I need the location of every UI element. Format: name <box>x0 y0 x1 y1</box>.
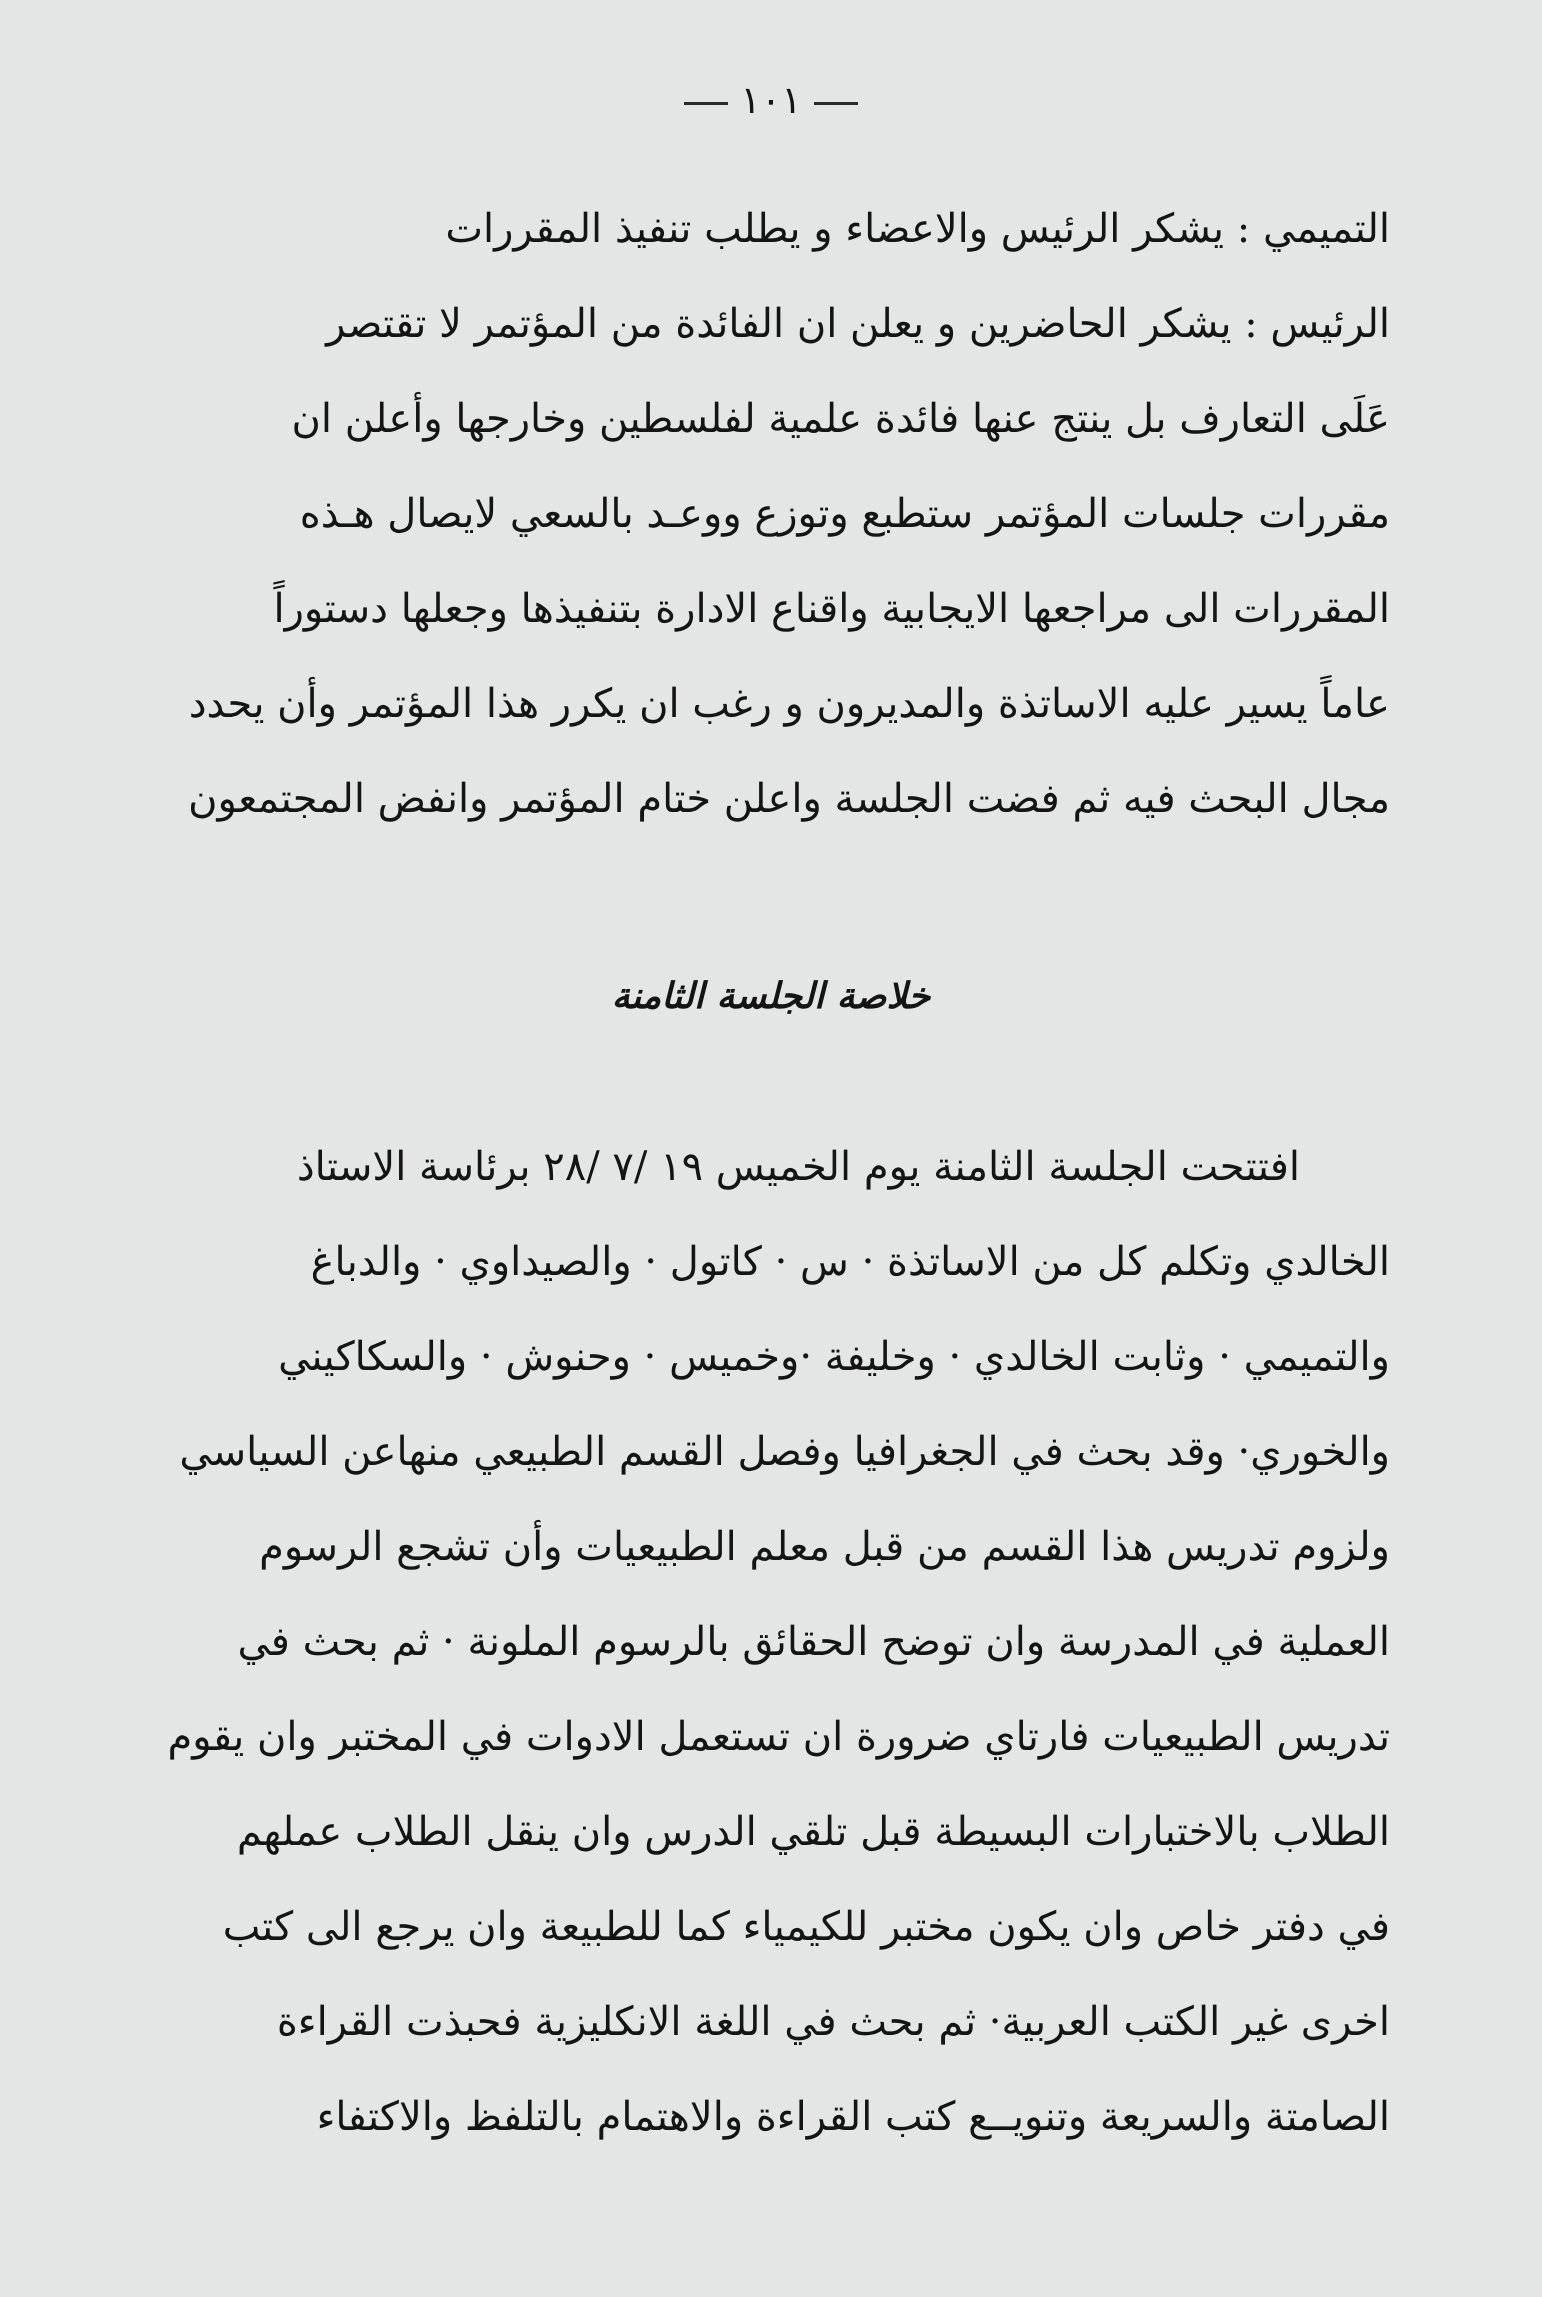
top-text-block <box>140 182 1390 847</box>
text-line: الرئيس : يشكر الحاضرين و يعلن ان الفائدة من المؤتمر لا تقتصر <box>326 301 1390 347</box>
header-rule-right <box>814 102 858 105</box>
text-line: تدريس الطبيعيات فارتاي ضرورة ان تستعمل الادوات في المختبر وان يقوم <box>167 1714 1390 1760</box>
text-line: العملية في المدرسة وان توضح الحقائق بالرسوم الملونة · ثم بحث في <box>237 1619 1390 1665</box>
text-line: مجال البحث فيه ثم فضت الجلسة واعلن ختام المؤتمر وانفض المجتمعون <box>188 776 1390 822</box>
text-line: المقررات الى مراجعها الايجابية واقناع الادارة بتنفيذها وجعلها دستوراً <box>273 586 1390 632</box>
text-line: التميمي : يشكر الرئيس والاعضاء و يطلب تنفيذ المقررات <box>445 206 1390 252</box>
section-heading: خلاصة الجلسة الثامنة <box>611 975 931 1017</box>
text-line: في دفتر خاص وان يكون مختبر للكيمياء كما للطبيعة وان يرجع الى كتب <box>222 1904 1390 1950</box>
text-line: اخرى غير الكتب العربية· ثم بحث في اللغة الانكليزية فحبذت القراءة <box>276 1999 1390 2045</box>
page-number-header <box>0 78 1542 122</box>
bottom-text-block <box>140 1120 1390 2165</box>
text-line: والخوري· وقد بحث في الجغرافيا وفصل القسم الطبيعي منهاعن السياسي <box>179 1429 1390 1475</box>
text-line: ولزوم تدريس هذا القسم من قبل معلم الطبيعيات وأن تشجع الرسوم <box>259 1524 1390 1570</box>
text-line: الخالدي وتكلم كل من الاساتذة · س · كاتول · والصيداوي · والدباغ <box>310 1239 1390 1285</box>
text-line: مقررات جلسات المؤتمر ستطبع وتوزع ووعـد بالسعي لايصال هـذه <box>299 491 1390 537</box>
text-line: افتتحت الجلسة الثامنة يوم الخميس ١٩ /٧ /٢٨ برئاسة الاستاذ <box>296 1144 1300 1190</box>
text-line: الصامتة والسريعة وتنويــع كتب القراءة والاهتمام بالتلفظ والاكتفاء <box>316 2094 1390 2140</box>
text-line: والتميمي · وثابت الخالدي · وخليفة ·وخميس · وحنوش · والسكاكيني <box>278 1334 1390 1380</box>
text-line: عَلَى التعارف بل ينتج عنها فائدة علمية لفلسطين وخارجها وأعلن ان <box>291 396 1390 442</box>
text-line: عاماً يسير عليه الاساتذة والمديرون و رغب ان يكرر هذا المؤتمر وأن يحدد <box>188 681 1390 727</box>
page-number: ١٠١ <box>740 78 802 122</box>
header-rule-left <box>684 102 728 105</box>
text-line: الطلاب بالاختبارات البسيطة قبل تلقي الدرس وان ينقل الطلاب عملهم <box>236 1809 1390 1855</box>
